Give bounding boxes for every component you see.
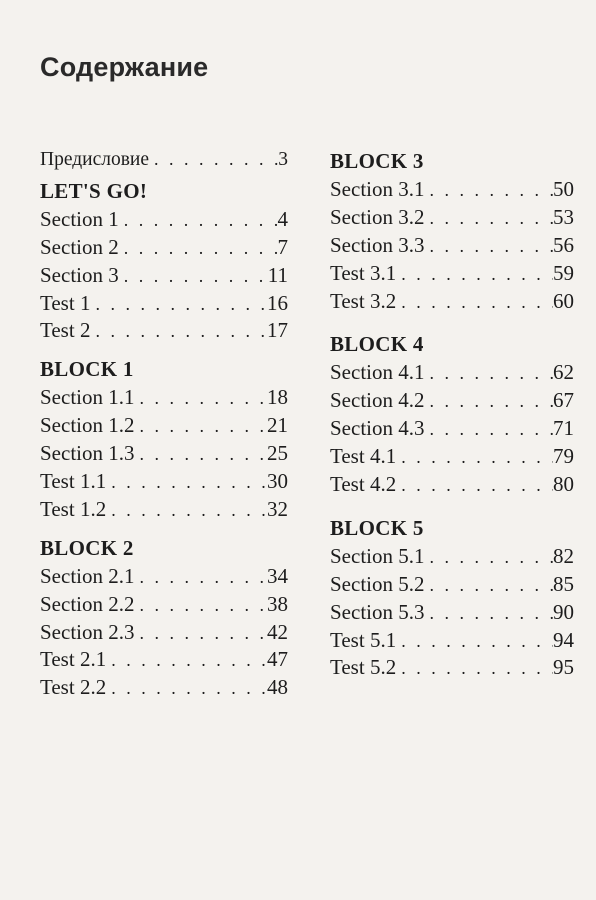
toc-entry-label: Test 4.1 — [330, 444, 397, 469]
dot-leader — [425, 600, 554, 627]
toc-group-heading: BLOCK 3 — [330, 149, 424, 173]
toc-entry-label: Section 2.2 — [40, 591, 135, 616]
dot-leader — [106, 497, 267, 524]
toc-entry[interactable] — [40, 262, 288, 290]
toc-entry[interactable] — [330, 387, 574, 415]
toc-entry-page: 17 — [267, 318, 288, 343]
toc-entry[interactable] — [330, 204, 574, 232]
dot-leader — [135, 564, 268, 591]
toc-entry-page: 67 — [553, 388, 574, 413]
dot-leader — [396, 655, 553, 682]
toc-entry-label: Section 1.2 — [40, 413, 135, 438]
toc-entry-label: Section 3.3 — [330, 232, 425, 257]
dot-leader — [106, 469, 267, 496]
dot-leader — [396, 289, 553, 316]
dot-leader — [396, 444, 553, 471]
dot-leader — [425, 388, 554, 415]
dot-leader — [396, 628, 553, 655]
toc-entry[interactable] — [330, 359, 574, 387]
toc-entry-label: Section 3 — [40, 262, 119, 287]
toc-entry-page: 11 — [267, 262, 288, 287]
toc-group-heading: LET'S GO! — [40, 178, 148, 203]
toc-entry[interactable] — [330, 471, 574, 499]
dot-leader — [119, 263, 268, 290]
dot-leader — [119, 207, 278, 234]
toc-entry[interactable] — [330, 288, 574, 316]
toc-entry-page: 25 — [267, 441, 288, 466]
toc-group-heading: BLOCK 5 — [330, 515, 424, 540]
toc-entry-label: Section 4.1 — [330, 360, 425, 385]
toc-entry-page: 30 — [267, 469, 288, 494]
dot-leader — [425, 233, 554, 260]
toc-entry[interactable] — [330, 543, 574, 571]
toc-entry-page: 94 — [553, 627, 574, 652]
toc-entry[interactable] — [40, 290, 288, 318]
toc-entry[interactable] — [40, 440, 288, 468]
dot-leader — [90, 291, 267, 318]
dot-leader — [135, 441, 268, 468]
toc-entry-page: 90 — [553, 599, 574, 624]
toc-entry[interactable] — [40, 206, 288, 234]
toc-entry-label: Test 5.1 — [330, 627, 397, 652]
dot-leader — [135, 413, 268, 440]
dot-leader — [396, 472, 553, 499]
toc-entry-label: Section 5.3 — [330, 599, 425, 624]
toc-entry[interactable] — [40, 619, 288, 647]
page-title: Содержание — [40, 52, 209, 83]
toc-entry-page: 60 — [553, 288, 574, 313]
toc-entry-label: Section 5.1 — [330, 543, 425, 568]
toc-entry-label: Section 3.2 — [330, 204, 425, 229]
toc-entry[interactable] — [40, 563, 288, 591]
toc-entry-page: 42 — [267, 619, 288, 644]
dot-leader — [425, 360, 554, 387]
dot-leader — [425, 177, 554, 204]
toc-entry-label: Section 1.3 — [40, 441, 135, 466]
toc-entry-label: Test 1.1 — [40, 469, 107, 494]
toc-entry-label: Section 2 — [40, 234, 119, 259]
toc-entry-page: 47 — [267, 647, 288, 672]
toc-entry-label: Test 1.2 — [40, 496, 107, 521]
toc-entry[interactable] — [40, 468, 288, 496]
dot-leader — [119, 235, 278, 262]
toc-entry-label: Test 1 — [40, 290, 91, 315]
toc-entry[interactable] — [330, 176, 574, 204]
toc-entry[interactable] — [330, 443, 574, 471]
toc-entry-page: 95 — [553, 655, 574, 680]
toc-entry-page: 16 — [267, 290, 288, 315]
toc-entry-label: Section 1 — [40, 206, 119, 231]
toc-entry-label: Section 5.2 — [330, 571, 425, 596]
dot-leader — [135, 385, 268, 412]
toc-entry-label: Test 5.2 — [330, 655, 397, 680]
toc-entry-page: 62 — [553, 360, 574, 385]
dot-leader — [425, 572, 554, 599]
dot-leader — [425, 544, 554, 571]
toc-left-column — [40, 146, 288, 702]
toc-group-heading: BLOCK 2 — [40, 535, 134, 560]
toc-entry-label: Test 4.2 — [330, 472, 397, 497]
toc-entry[interactable] — [40, 317, 288, 345]
dot-leader — [396, 261, 553, 288]
dot-leader — [135, 592, 268, 619]
toc-entry[interactable] — [330, 415, 574, 443]
toc-entry-label: Test 3.2 — [330, 288, 397, 313]
toc-entry-page: 53 — [553, 204, 574, 229]
toc-entry-page: 3 — [278, 149, 288, 170]
toc-entry-label: Section 1.1 — [40, 385, 135, 410]
toc-entry-page: 50 — [553, 177, 574, 201]
toc-entry-label: Предисловие — [40, 149, 150, 170]
toc-entry-page: 38 — [267, 591, 288, 616]
toc-entry-page: 34 — [267, 563, 288, 588]
dot-leader — [106, 647, 267, 674]
toc-entry[interactable] — [330, 232, 574, 260]
toc-entry[interactable] — [40, 234, 288, 262]
toc-entry-page: 4 — [277, 206, 288, 231]
toc-entry-page: 80 — [553, 472, 574, 497]
toc-entry-label: Test 2 — [40, 318, 91, 343]
toc-entry[interactable] — [40, 646, 288, 674]
toc-entry-page: 85 — [553, 571, 574, 596]
toc-group-heading: BLOCK 1 — [40, 357, 134, 382]
dot-leader — [425, 416, 554, 443]
toc-entry-label: Test 2.2 — [40, 675, 107, 700]
dot-leader — [135, 620, 268, 647]
dot-leader — [425, 205, 554, 232]
toc-entry-label: Test 2.1 — [40, 647, 107, 672]
toc-entry[interactable] — [330, 627, 574, 655]
toc-entry-page: 21 — [267, 413, 288, 438]
dot-leader — [106, 675, 267, 702]
toc-entry-page: 18 — [267, 385, 288, 410]
toc-entry-preface[interactable] — [40, 146, 288, 174]
toc-entry-page: 56 — [553, 232, 574, 257]
toc-entry-page: 82 — [553, 543, 574, 568]
toc-entry-label: Section 3.1 — [330, 177, 425, 201]
toc-entry-label: Section 4.2 — [330, 388, 425, 413]
dot-leader — [90, 318, 267, 345]
toc-right-column — [330, 146, 574, 682]
toc-group-heading: BLOCK 4 — [330, 332, 424, 357]
toc-entry[interactable] — [40, 674, 288, 702]
toc-entry-page: 71 — [553, 416, 574, 441]
toc-entry-label: Section 2.1 — [40, 563, 135, 588]
toc-entry-page: 7 — [277, 234, 288, 259]
toc-entry-label: Section 2.3 — [40, 619, 135, 644]
toc-entry-label: Section 4.3 — [330, 416, 425, 441]
toc-entry[interactable] — [330, 260, 574, 288]
toc-entry[interactable] — [330, 571, 574, 599]
toc-entry[interactable] — [40, 591, 288, 619]
toc-entry[interactable] — [330, 654, 574, 682]
toc-entry[interactable] — [40, 384, 288, 412]
toc-entry-page: 59 — [553, 260, 574, 285]
toc-entry-label: Test 3.1 — [330, 260, 397, 285]
toc-entry-page: 79 — [553, 444, 574, 469]
dot-leader — [149, 146, 278, 174]
toc-entry-page: 32 — [267, 496, 288, 521]
toc-entry[interactable] — [40, 412, 288, 440]
toc-entry[interactable] — [40, 496, 288, 524]
toc-entry[interactable] — [330, 599, 574, 627]
toc-entry-page: 48 — [267, 675, 288, 700]
